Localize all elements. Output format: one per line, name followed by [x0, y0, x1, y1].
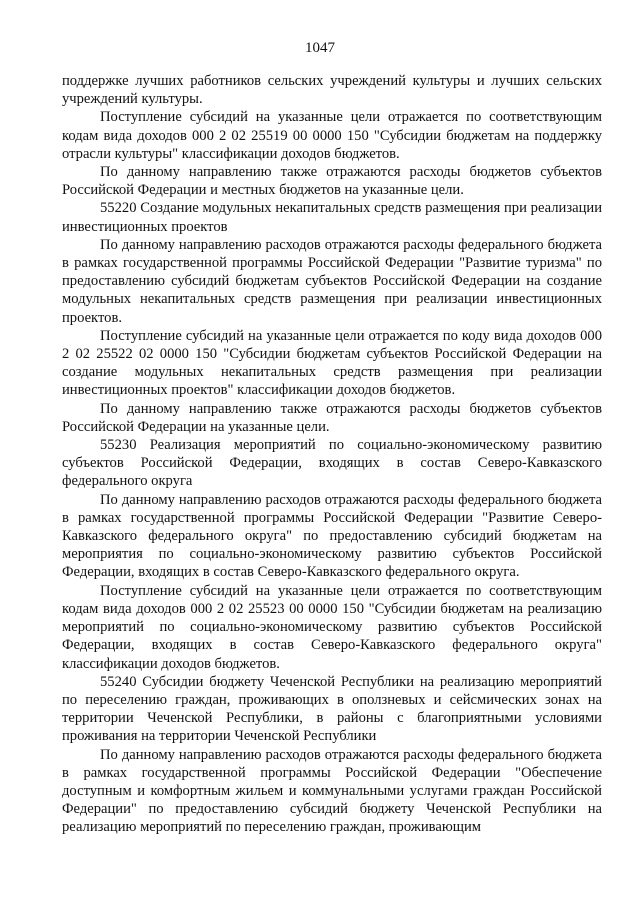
section-heading-55230: 55230 Реализация мероприятий по социально-экономическому развитию субъектов Российской Федерации, входящих в состав Северо-Кавказского федерального округа [62, 437, 602, 490]
paragraph: По данному направлению расходов отражаются расходы федерального бюджета в рамках государственной программы Российской Федерации "Развитие Северо-Кавказского федерального округа" по предоставлению субсидий бюджетам на мероприятия по социально-экономическому развитию субъектов Российской Федерации, входящих в состав Северо-Кавказского федерального округа. [62, 491, 602, 581]
paragraph: По данному направлению также отражаются расходы бюджетов субъектов Российской Федерации и местных бюджетов на указанные цели. [62, 164, 602, 199]
section-heading-55240: 55240 Субсидии бюджету Чеченской Республики на реализацию мероприятий по переселению граждан, проживающих в оползневых и сейсмических зонах на территории Чеченской Республики, в районы с благоприятными условиями проживания на территории Чеченской Республики [62, 673, 602, 745]
body-text [62, 72, 602, 837]
paragraph-continuation: поддержке лучших работников сельских учреждений культуры и лучших сельских учреждений культуры. [62, 73, 602, 108]
paragraph: По данному направлению также отражаются расходы бюджетов субъектов Российской Федерации на указанные цели. [62, 400, 602, 435]
paragraph: Поступление субсидий на указанные цели отражается по соответствующим кодам вида доходов 000 2 02 25523 00 0000 150 "Субсидии бюджетам на реализацию мероприятий по социально-экономическому развитию субъектов Российской Федерации, входящих в состав Северо-Кавказского федерального округа" классификации доходов бюджетов. [62, 582, 602, 672]
paragraph: По данному направлению расходов отражаются расходы федерального бюджета в рамках государственной программы Российской Федерации "Развитие туризма" по предоставлению субсидий бюджетам субъектов Российской Федерации на создание модульных некапитальных средств размещения при реализации инвестиционных проектов. [62, 236, 602, 326]
paragraph: Поступление субсидий на указанные цели отражается по коду вида доходов 000 2 02 25522 02 0000 150 "Субсидии бюджетам субъектов Российской Федерации на создание модульных некапитальных средств размещения при реализации инвестиционных проектов" классификации доходов бюджетов. [62, 327, 602, 399]
paragraph: Поступление субсидий на указанные цели отражается по соответствующим кодам вида доходов 000 2 02 25519 00 0000 150 "Субсидии бюджетам на поддержку отрасли культуры" классификации доходов бюджетов. [62, 109, 602, 162]
page-number: 1047 [305, 40, 335, 56]
paragraph: По данному направлению расходов отражаются расходы федерального бюджета в рамках государственной программы Российской Федерации "Обеспечение доступным и комфортным жильем и коммунальными услугами граждан Российской Федерации" по предоставлению субсидий бюджету Чеченской Республики на реализацию мероприятий по переселению граждан, проживающим [62, 746, 602, 836]
section-heading-55220: 55220 Создание модульных некапитальных средств размещения при реализации инвестиционных проектов [62, 200, 602, 235]
